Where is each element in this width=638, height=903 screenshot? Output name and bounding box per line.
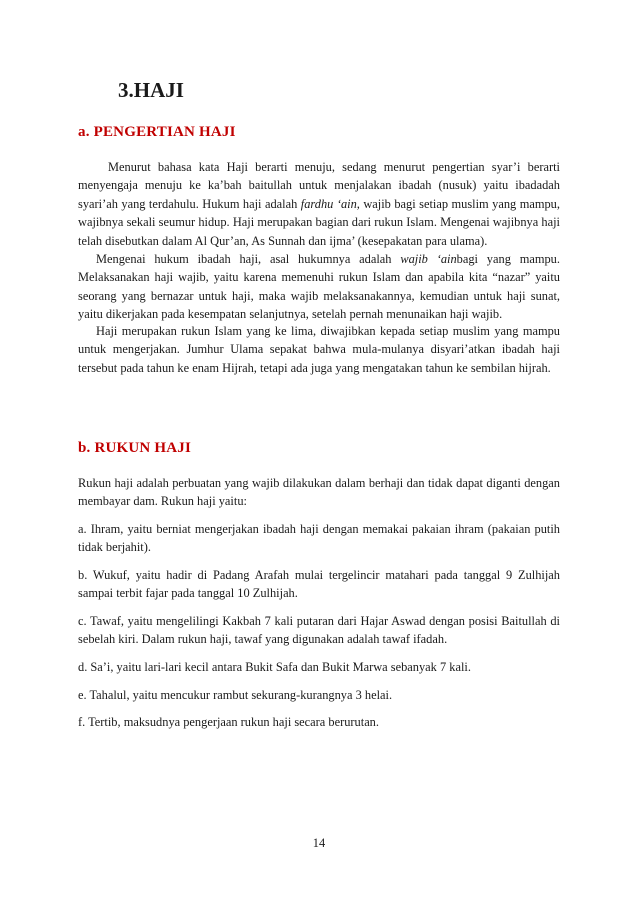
italic-term-fardhu-ain: fardhu ‘ain, <box>300 196 360 211</box>
section-heading-rukun-haji: b. RUKUN HAJI <box>78 440 192 456</box>
list-item-tahalul: e. Tahalul, yaitu mencukur rambut sekurang-kurangnya 3 helai. <box>78 688 393 702</box>
paragraph-text: wajib bagi setiap muslim yang mampu, wajibnya sekali seumur hidup. Haji merupakan bagian dari rukun Islam. Mengenai wajibnya haji telah disebutkan dalam Al Qur’an, As Sunnah dan ijma’ (kesepakatan para ulama). <box>78 196 560 248</box>
paragraph-text: Mengenai hukum ibadah haji, asal hukumnya adalah <box>96 252 401 266</box>
list-item-tertib: f. Tertib, maksudnya pengerjaan rukun haji secara berurutan. <box>78 715 379 729</box>
page-number: 14 <box>312 836 326 850</box>
paragraph-pengertian-3: Haji merupakan rukun Islam yang ke lima, diwajibkan kepada setiap muslim yang mampu untuk mengerjakan. Jumhur Ulama sepakat bahwa mula-mulanya disyari’atkan ibadah haji tersebut pada tahun ke enam Hijrah, tetapi ada juga yang mengatakan tahun ke sembilan hijrah. <box>78 324 560 375</box>
chapter-title: 3.HAJI <box>118 78 184 102</box>
paragraph-text: bagi yang mampu. Melaksanakan haji wajib, yaitu karena memenuhi rukun Islam dan apabila kita “nazar” yaitu seorang yang bernazar untuk haji, maka wajib melaksanakannya, kemudian untuk haji sunat, yaitu dikerjakan pada kesempatan selanjutnya, setelah pernah menunaikan haji wajib. <box>78 252 560 322</box>
section-heading-pengertian: a. PENGERTIAN HAJI <box>78 124 236 140</box>
paragraph-pengertian-2 <box>78 250 560 324</box>
list-item-sai: d. Sa’i, yaitu lari-lari kecil antara Bukit Safa dan Bukit Marwa sebanyak 7 kali. <box>78 660 471 674</box>
list-item-ihram: a. Ihram, yaitu berniat mengerjakan ibadah haji dengan memakai pakaian ihram (pakaian putih tidak berjahit). <box>78 522 560 555</box>
list-item-tawaf: c. Tawaf, yaitu mengelilingi Kakbah 7 kali putaran dari Hajar Aswad dengan posisi Baitullah di sebelah kiri. Dalam rukun haji, tawaf yang digunakan adalah tawaf ifadah. <box>78 614 560 647</box>
paragraph-text: Menurut bahasa kata Haji berarti menuju, sedang menurut pengertian syar’i berarti menyengaja menuju ke ka’bah baitullah untuk menjalakan ibadah (nusuk) yaitu ibadadah syari’ah yang terdahulu. Hukum haji adalah <box>78 160 560 211</box>
paragraph-rukun-intro: Rukun haji adalah perbuatan yang wajib dilakukan dalam berhaji dan tidak dapat diganti dengan membayar dam. Rukun haji yaitu: <box>78 476 560 509</box>
list-item-wukuf: b. Wukuf, yaitu hadir di Padang Arafah mulai tergelincir matahari pada tanggal 9 Zulhijah sampai terbit fajar pada tanggal 10 Zulhijah. <box>78 568 560 601</box>
paragraph-pengertian-1 <box>78 158 560 250</box>
italic-term-wajib-ain: wajib ‘ain <box>400 252 457 266</box>
